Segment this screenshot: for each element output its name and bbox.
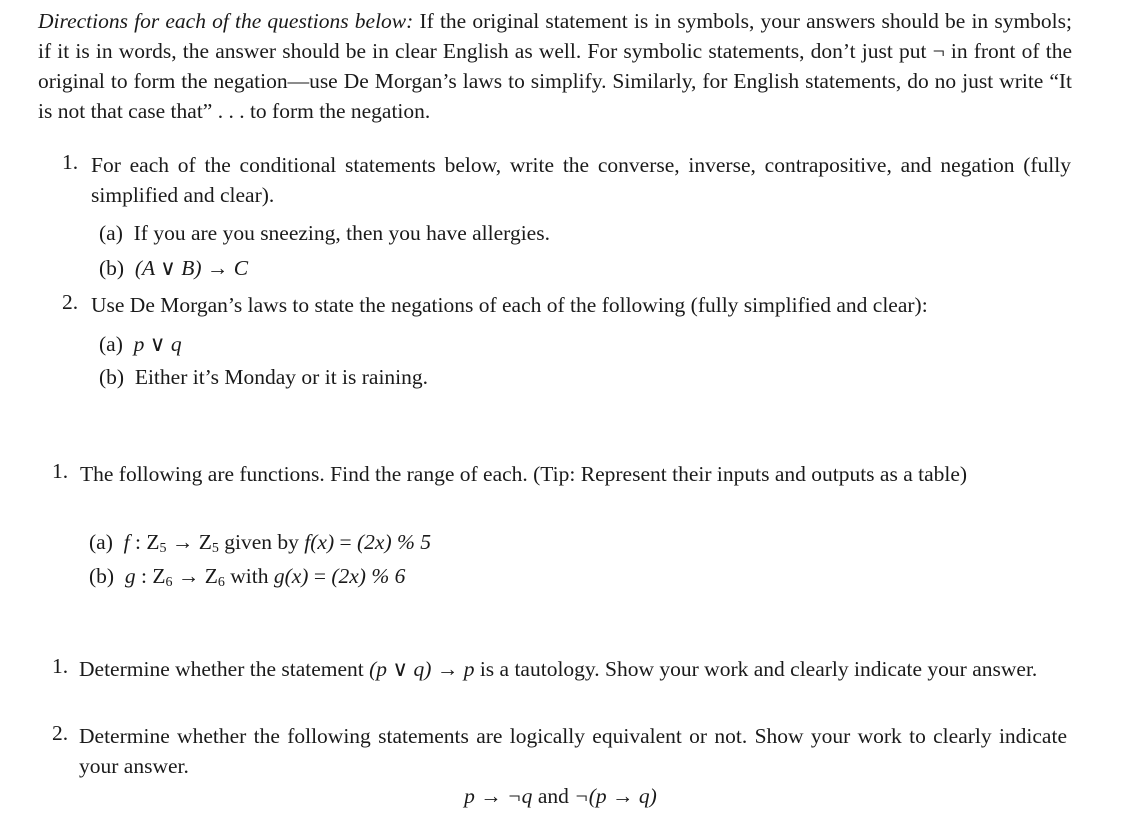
s3-q2-left-statement: p → ¬q (464, 784, 533, 808)
s1-q1-number: 1. (62, 150, 79, 174)
domain-subscript: 5 (159, 541, 167, 556)
item-math: (A ∨ B) → C (134, 256, 249, 280)
item-label: (b) (89, 564, 115, 588)
item-math: p ∨ q (133, 332, 182, 356)
s2-q1-number: 1. (52, 459, 69, 483)
function-lhs: g(x) (273, 564, 309, 588)
s1-q2-item-b (99, 362, 428, 392)
codomain-subscript: 6 (217, 575, 225, 590)
directions-lead: Directions for each of the questions below: (38, 9, 414, 33)
item-text: Either it’s Monday or it is raining. (134, 365, 429, 389)
s3-q2-text: Determine whether the following statements are logically equivalent or not. Show your work to clearly indicate your answer. (79, 724, 1067, 778)
s1-q2-text: Use De Morgan’s laws to state the negations of each of the following (fully simplified and clear): (91, 293, 928, 317)
s2-q1-text: The following are functions. Find the range of each. (Tip: Represent their inputs and outputs as a table) (80, 462, 968, 486)
s3-q1-number: 1. (52, 654, 69, 678)
s2-q1-item-b: (b) g : $Z_6 \to Z_6$ with g(x) = (2x) % 6 (89, 564, 406, 590)
domain-set: Z (146, 530, 160, 554)
domain-subscript: 6 (165, 575, 173, 590)
domain-set: Z (152, 564, 166, 588)
codomain-set: Z (204, 564, 218, 588)
connector-text: with (230, 564, 269, 588)
s3-q2-right-statement: ¬(p → q) (574, 784, 657, 808)
function-rhs: (2x) % 5 (357, 530, 432, 554)
s2-q1-item-a: (a) f : $Z_5 \to Z_5$ given by f(x) = (2x) % 5 (89, 530, 432, 556)
function-lhs: f(x) (304, 530, 335, 554)
item-label: (b) (99, 256, 125, 280)
item-label: (a) (99, 332, 123, 356)
s1-q2-item-a (99, 329, 182, 359)
item-label: (b) (99, 365, 125, 389)
directions-body: If the original statement is in symbols, your answers should be in symbols; if it is in words, the answer should be in clear English as well. For symbolic statements, don’t just put ¬ in front of the original to form the negation—use De Morgan’s laws to simplify. Similarly, for English statements, do no just write “It is not that case that” . . . to form the negation. (38, 9, 1072, 123)
function-name: f (123, 530, 130, 554)
function-name: g (124, 564, 136, 588)
codomain-set: Z (198, 530, 212, 554)
connector-text: given by (224, 530, 299, 554)
codomain-subscript: 5 (211, 541, 219, 556)
s3-q1-math: (p ∨ q) → p (369, 657, 475, 681)
item-label: (a) (99, 221, 123, 245)
s3-q2-number: 2. (52, 721, 69, 745)
s3-q1-text (79, 654, 1067, 684)
s1-q1-text: For each of the conditional statements below, write the converse, inverse, contrapositive, and negation (fully simplified and clear). (91, 153, 1071, 207)
function-rhs: (2x) % 6 (331, 564, 406, 588)
item-text: If you are you sneezing, then you have allergies. (133, 221, 550, 245)
s3-q2-display-math (0, 781, 1121, 811)
s3-q2-and-word: and (537, 784, 569, 808)
s1-q1-item-b (99, 253, 248, 283)
s1-q1-item-a (99, 218, 550, 248)
s3-q1-post: is a tautology. Show your work and clearly indicate your answer. (479, 657, 1038, 681)
item-label: (a) (89, 530, 113, 554)
s1-q2-number: 2. (62, 290, 79, 314)
directions-paragraph (38, 6, 1072, 126)
s3-q1-pre: Determine whether the statement (79, 657, 364, 681)
